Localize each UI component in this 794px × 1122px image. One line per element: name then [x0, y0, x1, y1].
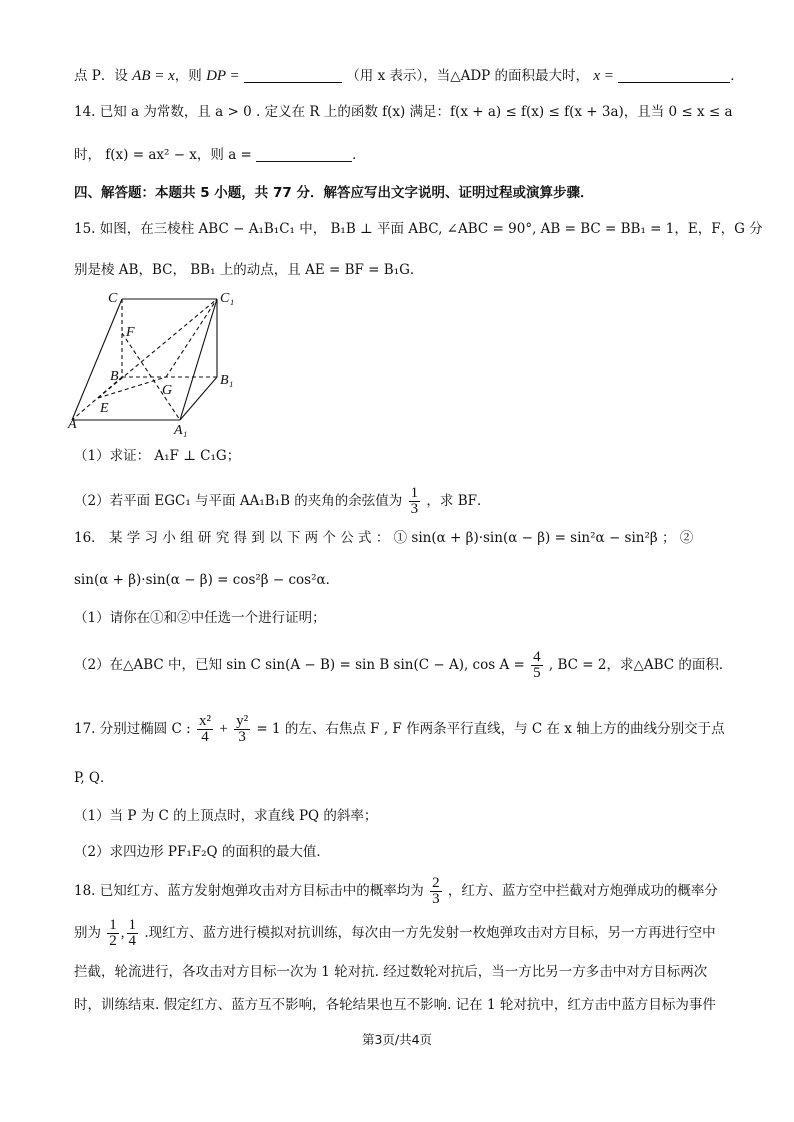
line-1 [74, 66, 754, 86]
denominator: 3 [432, 891, 440, 907]
math: x = [593, 68, 614, 84]
text: = 1 的左、右焦点 F , F 作两条平行直线，与 C 在 x 轴上方的曲线分别交于点 [256, 721, 725, 737]
prism-figure [70, 288, 250, 436]
fraction-one-third [409, 486, 421, 517]
denominator: 4 [128, 933, 137, 949]
math: AB = x [132, 68, 175, 84]
page-footer: 第3页/共4页 [361, 1032, 433, 1047]
fraction-four-fifths [531, 650, 543, 681]
denominator: 5 [533, 665, 541, 681]
text: ． [352, 147, 366, 163]
label-c1: C₁ [220, 291, 235, 306]
fraction-half [107, 918, 119, 949]
label-g: G [162, 383, 173, 398]
q17-line-1: 17. 分别过椭圆 C : $\frac{\text{x²}}{4}$ + $\frac{\text{y²}}{3}$ = 1 的左、右焦点 F , F 作两条平行直线，与 C 在 x 轴上方的曲线分别交于点 [74, 713, 725, 745]
q18-line-4: 时，训练结束. 假定红方、蓝方互不影响，各轮结果也互不影响. 记在 1 轮对抗中，红方击中蓝方目标为事件 [74, 997, 716, 1013]
text: （2）在△ABC 中，已知 sin C sin(A − B) = sin B sin(C − A), cos A = [74, 657, 525, 673]
q14-line-2 [74, 145, 754, 165]
label-e: E [100, 401, 109, 416]
q17-part-1: （1）当 P 为 C 的上顶点时，求直线 PQ 的斜率； [74, 808, 378, 824]
text: （用 x 表示），当△ADP 的面积最大时， [346, 68, 590, 84]
q16-line-2: sin(α + β)·sin(α − β) = cos²β − cos²α． [74, 572, 340, 588]
text: ，则 [174, 68, 207, 84]
text: 18. 已知红方、蓝方发射炮弹攻击对方目标击中的概率均为 [74, 883, 424, 899]
q15-line-2: 别是棱 AB，BC， BB₁ 上的动点，且 AE = BF = B₁G． [74, 262, 424, 278]
q16-line-1: 16． 某 学 习 小 组 研 究 得 到 以 下 两 个 公 式 ： ① sin(α + β)·sin(α − β) = sin²α − sin²β ； ② [74, 530, 694, 546]
numerator: 1 [128, 917, 137, 933]
answer-blank-x[interactable] [618, 68, 730, 83]
text: （2）若平面 EGC₁ 与平面 AA₁B₁B 的夹角的余弦值为 [74, 493, 403, 509]
text: ，求 BF． [426, 493, 491, 509]
q17-part-2: （2）求四边形 PF₁F₂Q 的面积的最大值． [74, 844, 330, 860]
label-a: A [68, 417, 77, 432]
text: , BC = 2，求△ABC 的面积． [548, 657, 733, 673]
q14-line-1: 14. 已知 a 为常数，且 a > 0 . 定义在 R 上的函数 f(x) 满足：f(x + a) ≤ f(x) ≤ f(x + 3a)，且当 0 ≤ x ≤ a [74, 104, 733, 120]
numerator: 2 [432, 875, 440, 891]
numerator: x² [199, 713, 212, 729]
fraction-x2-4 [197, 714, 213, 745]
numerator: 1 [109, 917, 117, 933]
text: .现红方、蓝方进行模拟对抗训练，每次由一方先发射一枚炮弹攻击对方目标，另一方再进行空中 [144, 925, 716, 941]
q15-part-2 [74, 486, 754, 517]
label-a1: A₁ [174, 423, 188, 438]
answer-blank-a[interactable] [256, 147, 352, 162]
q16-part-1: （1）请你在①和②中任选一个进行证明； [74, 610, 326, 626]
denominator: 2 [109, 933, 117, 949]
label-b: B [110, 369, 119, 384]
denominator: 4 [201, 729, 209, 745]
math: DP = [206, 68, 240, 84]
label-c: C [108, 291, 118, 306]
text: 17. 分别过椭圆 C : [74, 721, 191, 737]
q16-part-2 [74, 650, 754, 681]
label-b1: B₁ [220, 373, 234, 388]
denominator: 3 [410, 501, 419, 517]
label-f: F [126, 325, 135, 340]
fraction-quarter [127, 918, 139, 949]
q17-line-2: P, Q． [74, 770, 114, 786]
fraction-y2-3 [234, 714, 250, 745]
q15-part-1: （1）求证： A₁F ⊥ C₁G； [74, 448, 241, 464]
text: 时， f(x) = ax² − x，则 a = [74, 147, 252, 163]
text: 点 P．设 [74, 68, 133, 84]
section-heading: 四、解答题：本题共 5 小题，共 77 分．解答应写出文字说明、证明过程或演算步骤． [74, 185, 594, 201]
numerator: y² [236, 713, 249, 729]
text: ． [730, 68, 744, 84]
answer-blank-dp[interactable] [244, 68, 342, 83]
q18-line-1 [74, 876, 754, 907]
denominator: 3 [238, 729, 246, 745]
numerator: 1 [410, 485, 419, 501]
text: ，红方、蓝方空中拦截对方炮弹成功的概率分 [447, 883, 718, 899]
q18-line-3: 拦截，轮流进行，各攻击对方目标一次为 1 轮对抗. 经过数轮对抗后，当一方比另一方多击中对方目标两次 [74, 964, 708, 980]
fraction-two-thirds [430, 876, 442, 907]
q18-line-2: 别为 $\frac{1}{2}$ , $\frac{1}{4}$ .现红方、蓝方进行模拟对抗训练，每次由一方先发射一枚炮弹攻击对方目标，另一方再进行空中 [74, 917, 716, 949]
text: 别为 [74, 925, 101, 941]
q15-line-1: 15. 如图，在三棱柱 ABC − A₁B₁C₁ 中， B₁B ⊥ 平面 ABC, ∠ABC = 90°, AB = BC = BB₁ = 1，E，F，G 分 [74, 221, 763, 237]
numerator: 4 [533, 649, 541, 665]
